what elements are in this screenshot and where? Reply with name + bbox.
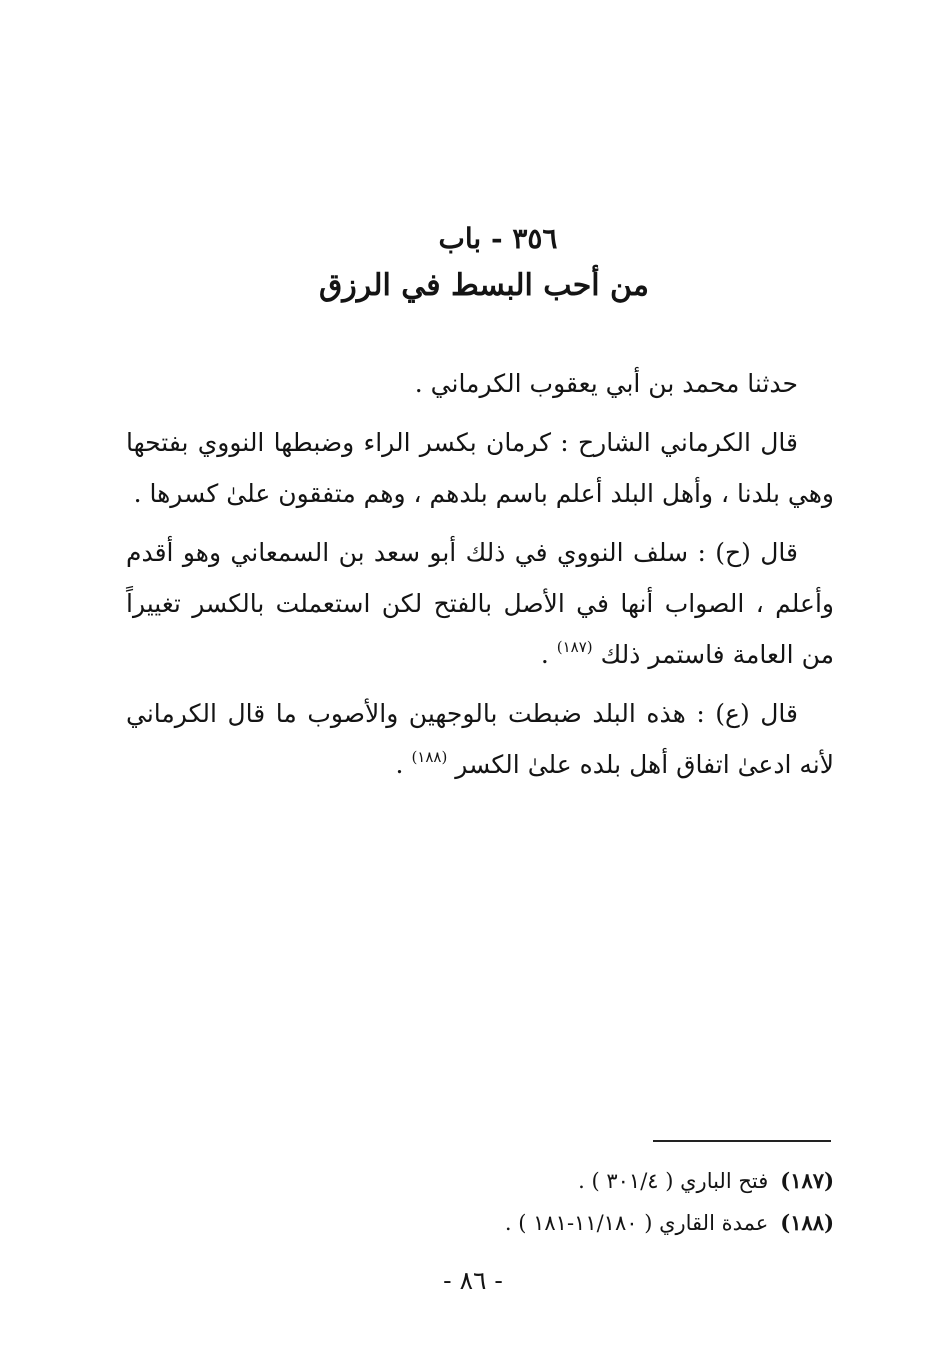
footnote-reference: (١٨٨) <box>411 748 448 766</box>
body-text <box>126 358 834 798</box>
paragraph-end: . <box>395 750 412 779</box>
footnotes <box>126 1160 834 1244</box>
footnote-number: (١٨٨) <box>780 1210 834 1235</box>
footnote <box>126 1160 834 1202</box>
footnote-text: عمدة القاري ( ١١/١٨٠-١٨١ ) . <box>504 1211 769 1235</box>
paragraph <box>126 688 834 790</box>
footnote-text: فتح الباري ( ٣٠١/٤ ) . <box>578 1169 769 1193</box>
paragraph-text: قال الكرماني الشارح : كرمان بكسر الراء وضبطها النووي بفتحها وهي بلدنا ، وأهل البلد أعلم باسم بلدهم ، وهم متفقون علىٰ كسرها . <box>126 428 834 508</box>
footnote <box>126 1202 834 1244</box>
footnote-reference: (١٨٧) <box>556 638 593 656</box>
paragraph-text: قال (ع) : هذه البلد ضبطت بالوجهين والأصوب ما قال الكرماني لأنه ادعىٰ اتفاق أهل بلده علىٰ الكسر <box>126 699 834 779</box>
paragraph-end: . <box>540 640 557 669</box>
footnote-divider <box>653 1140 831 1142</box>
paragraph-text: قال (ح) : سلف النووي في ذلك أبو سعد بن السمعاني وهو أقدم وأعلم ، الصواب أنها في الأصل بالفتح لكن استعملت بالكسر تغييراً من العامة فاستمر ذلك <box>126 538 834 669</box>
paragraph <box>126 417 834 519</box>
page-number: - ٨٦ - <box>443 1266 503 1295</box>
chapter-number: ٣٥٦ - باب <box>438 222 558 255</box>
paragraph <box>126 527 834 680</box>
chapter-title: من أحب البسط في الرزق <box>319 268 649 303</box>
paragraph <box>126 358 834 409</box>
footnote-number: (١٨٧) <box>780 1168 834 1193</box>
paragraph-text: حدثنا محمد بن أبي يعقوب الكرماني . <box>414 369 798 398</box>
